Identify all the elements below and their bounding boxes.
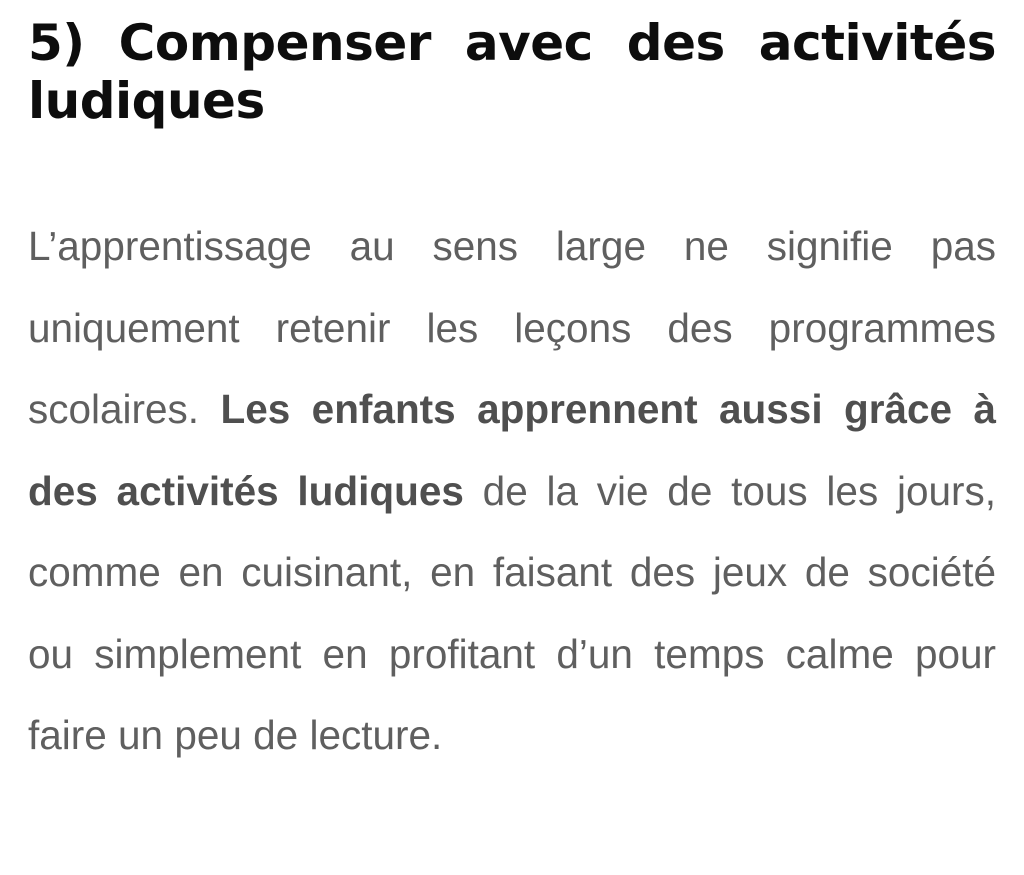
body-paragraph	[28, 206, 996, 777]
paragraph-text-emphasis: Les enfants apprennent aussi grâce à des activités ludiques	[28, 386, 996, 514]
section-heading: 5) Compenser avec des activités ludiques	[28, 14, 996, 130]
paragraph-text-intro: L’apprentissage au sens large ne signifie pas uniquement retenir les leçons des programmes scolaires.	[28, 223, 996, 432]
paragraph-text-rest: de la vie de tous les jours, comme en cuisinant, en faisant des jeux de société ou simplement en profitant d’un temps calme pour faire un peu de lecture.	[28, 467, 996, 758]
